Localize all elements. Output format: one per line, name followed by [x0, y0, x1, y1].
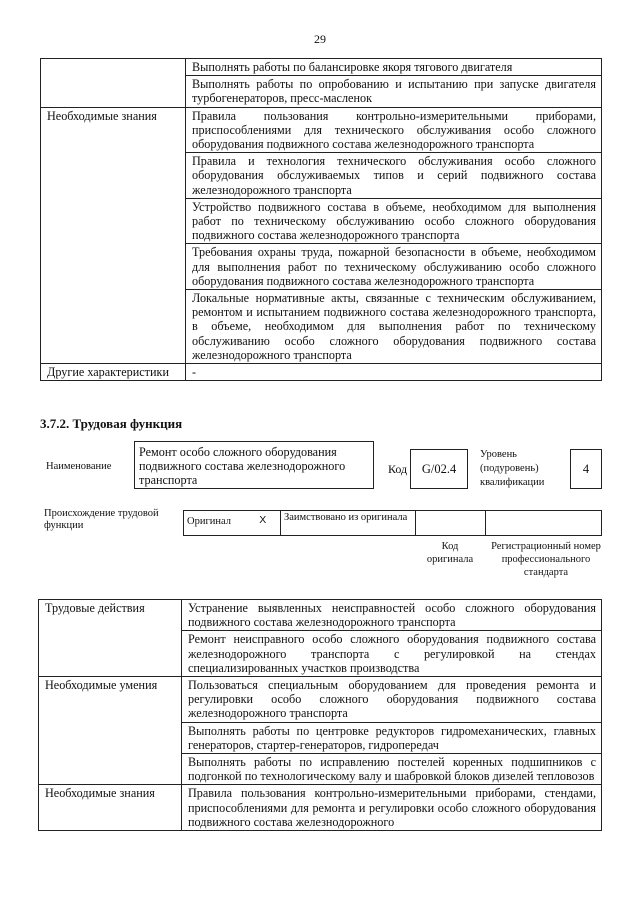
- row-label: [41, 59, 186, 108]
- original-mark: X: [246, 511, 281, 536]
- section-title: 3.7.2. Трудовая функция: [40, 416, 183, 431]
- row-label: Необходимые знания: [39, 785, 182, 831]
- table-row: [41, 59, 602, 76]
- reg-number-caption: Регистрационный номер профессионального стандарта: [491, 541, 601, 578]
- table-row: [41, 107, 602, 153]
- row-label: Необходимые умения: [39, 677, 182, 785]
- code-label: Код: [388, 462, 408, 476]
- table-cell: Выполнять работы по центровке редукторов гидромеханических, главных генераторов, стартер-генераторов, гидропередач: [182, 722, 602, 753]
- table-cell: -: [186, 364, 602, 381]
- table-row: [41, 364, 602, 381]
- row-label: Необходимые знания: [41, 107, 186, 363]
- table-row: [39, 785, 602, 831]
- table-cell: Выполнять работы по опробованию и испытанию при запуске двигателя турбогенераторов, пресс-масленок: [186, 76, 602, 107]
- table-cell: Правила и технология технического обслуживания особо сложного оборудования обслуживаемых типов и серий подвижного состава железнодорожного транспорта: [186, 153, 602, 199]
- skills-knowledge-table: [40, 58, 602, 381]
- reg-number-cell: [486, 511, 602, 536]
- level-label: Уровень (подуровень) квалификации: [480, 449, 545, 488]
- table-row: [39, 677, 602, 723]
- table-cell: Правила пользования контрольно-измерительными приборами, стендами, приспособлениями для ремонта и регулировки особо сложного оборудования подвижного состава железнодорожного: [182, 785, 602, 831]
- table-cell: Локальные нормативные акты, связанные с техническим обслуживанием, ремонтом и испытанием подвижного состава железнодорожного транспорта, в объеме, необходимом для выполнения работ по техническому обслуживанию особо сложного оборудования подвижного состава железнодорожного транспорта: [186, 290, 602, 364]
- table-cell: Ремонт неисправного особо сложного оборудования подвижного состава железнодорожного транспорта с регулировкой на стендах специализированных участков производства: [182, 631, 602, 677]
- table-row: [39, 600, 602, 631]
- origin-table: [183, 510, 602, 536]
- code-original-cell: [416, 511, 486, 536]
- row-label: Другие характеристики: [41, 364, 186, 381]
- function-code-box: G/02.4: [410, 449, 468, 489]
- level-box: 4: [570, 449, 602, 489]
- code-original-caption: Код оригинала: [426, 541, 474, 565]
- table-cell: Выполнять работы по исправлению постелей коренных подшипников с подгонкой по технологическому валу и шабровкой блоков дизелей тепловозов: [182, 754, 602, 785]
- labor-actions-table: [38, 599, 602, 831]
- name-label: Наименование: [46, 461, 112, 472]
- table-cell: Выполнять работы по балансировке якоря тягового двигателя: [186, 59, 602, 76]
- table-cell: Требования охраны труда, пожарной безопасности в объеме, необходимом для выполнения работ по техническому обслуживанию особо сложного оборудования подвижного состава железнодорожного транспорта: [186, 244, 602, 290]
- row-label: Трудовые действия: [39, 600, 182, 677]
- borrowed-label: Заимствовано из оригинала: [281, 511, 416, 536]
- original-label: Оригинал: [184, 511, 246, 536]
- origin-label: Происхождение трудовой функции: [44, 508, 159, 531]
- page-number: 29: [314, 32, 326, 46]
- table-cell: Устройство подвижного состава в объеме, необходимом для выполнения работ по техническому обслуживанию особо сложного оборудования подвижного состава железнодорожного транспорта: [186, 198, 602, 244]
- function-name-box: Ремонт особо сложного оборудования подвижного состава железнодорожного транспорта: [134, 441, 374, 489]
- table-cell: Пользоваться специальным оборудованием для проведения ремонта и регулировки особо сложного оборудования подвижного состава железнодорожного транспорта: [182, 677, 602, 723]
- table-cell: Устранение выявленных неисправностей особо сложного оборудования подвижного состава железнодорожного транспорта: [182, 600, 602, 631]
- table-cell: Правила пользования контрольно-измерительными приборами, приспособлениями для технического обслуживания особо сложного оборудования подвижного состава железнодорожного транспорта: [186, 107, 602, 153]
